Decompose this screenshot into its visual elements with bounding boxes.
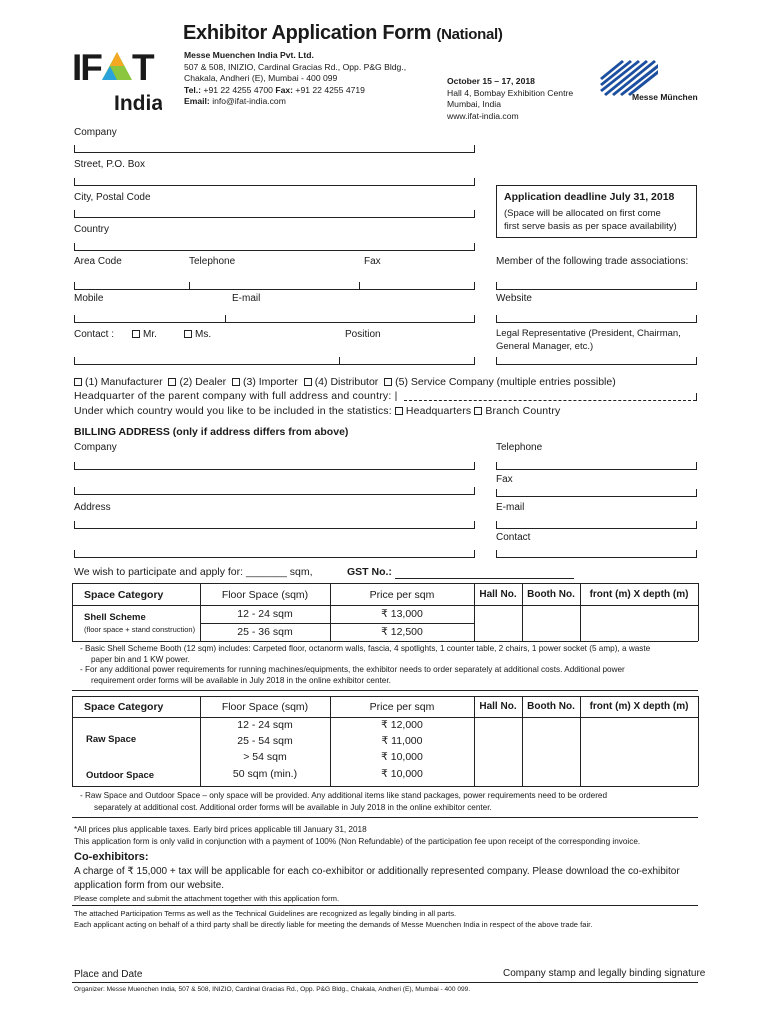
signature-label: Company stamp and legally binding signature (503, 968, 706, 979)
organizer-footer: Organizer: Messe Muenchen India, 507 & 508, INIZIO, Cardinal Gracias Rd., Opp. P&G Bldg., Chakala, Andheri (E), Mumbai - 400 099. (74, 986, 471, 993)
fax-label: Fax (364, 256, 381, 267)
t1-header-dimensions: front (m) X depth (m) (589, 589, 689, 600)
form-title: Exhibitor Application Form (National) (183, 22, 503, 44)
parent-company-field[interactable] (404, 400, 696, 401)
t1-header-category: Space Category (84, 589, 164, 601)
headquarters-checkbox[interactable]: Headquarters (395, 405, 471, 417)
billing-company-field[interactable] (74, 469, 475, 470)
t2-outdoor-space: Outdoor Space (86, 770, 155, 781)
member-field[interactable] (496, 289, 697, 290)
mr-checkbox[interactable]: Mr. (132, 329, 157, 340)
signature-line[interactable] (72, 982, 698, 983)
option-manufacturer[interactable]: (1) Manufacturer (74, 376, 163, 388)
contact-label: Contact : (74, 329, 115, 340)
event-info: October 15 – 17, 2018 Hall 4, Bombay Exhibition Centre Mumbai, India www.ifat-india.com (447, 76, 574, 121)
company-field[interactable] (74, 152, 475, 153)
billing-telephone-label: Telephone (496, 442, 543, 453)
t2-header-hall: Hall No. (479, 701, 517, 712)
option-importer[interactable]: (3) Importer (232, 376, 298, 388)
t2-floor-row4: 50 sqm (min.) (232, 768, 298, 780)
t2-floor-row1: 12 - 24 sqm (237, 719, 293, 731)
option-service-company[interactable]: (5) Service Company (multiple entries possible) (384, 376, 616, 388)
phone-fields[interactable] (74, 289, 475, 290)
country-field[interactable] (74, 250, 475, 251)
website-label: Website (496, 293, 532, 304)
t1-header-price: Price per sqm (369, 589, 435, 601)
city-label: City, Postal Code (74, 192, 151, 203)
t2-floor-row2: 25 - 54 sqm (237, 735, 293, 747)
mobile-label: Mobile (74, 293, 104, 304)
coexhibitors-title: Co-exhibitors: (74, 851, 149, 863)
telephone-label: Telephone (189, 256, 236, 267)
billing-address-label: Address (74, 502, 111, 513)
member-label: Member of the following trade associations: (496, 256, 689, 267)
logo-india-text: India (114, 92, 162, 114)
t2-price-row2: ₹ 11,000 (381, 735, 423, 747)
branch-country-checkbox[interactable]: Branch Country (474, 405, 560, 417)
website-field[interactable] (496, 322, 697, 323)
place-date-label: Place and Date (74, 969, 143, 980)
t1-shell-scheme: Shell Scheme (84, 612, 146, 623)
company-label: Company (74, 127, 117, 138)
city-field[interactable] (74, 217, 475, 218)
terms-note: The attached Participation Terms as well as the Technical Guidelines are recognized as legally binding in all parts. Each applicant acting on behalf of a third party shall be directly liable for meeting the demands of Messe Muenchen India in respect of the above trade fair. (74, 909, 593, 929)
billing-company-label: Company (74, 442, 117, 453)
t2-floor-row3: > 54 sqm (243, 751, 287, 763)
t2-header-floor: Floor Space (sqm) (221, 701, 309, 713)
billing-fax-label: Fax (496, 474, 513, 485)
messe-muenchen-logo: Messe München (596, 50, 700, 106)
parent-company-label: Headquarter of the parent company with full address and country: | (74, 390, 398, 402)
price-footnotes: *All prices plus applicable taxes. Early bird prices applicable till January 31, 2018 This application form is only valid in conjunction with a payment of 100% (Non Refundable) of the participation fee upon receipt of the corresponding invoice. (74, 825, 641, 846)
svg-text:T: T (132, 47, 155, 88)
option-dealer[interactable]: (2) Dealer (168, 376, 226, 388)
billing-fax-field[interactable] (496, 496, 697, 497)
billing-telephone-field[interactable] (496, 469, 697, 470)
t1-header-booth: Booth No. (527, 589, 575, 600)
t1-floor-row2: 25 - 36 sqm (237, 626, 293, 638)
participation-sqm: We wish to participate and apply for: _______ sqm, (74, 566, 313, 578)
email-label: E-mail (232, 293, 261, 304)
t2-price-row4: ₹ 10,000 (381, 768, 423, 780)
t2-price-row1: ₹ 12,000 (381, 719, 423, 731)
billing-company-field-2[interactable] (74, 494, 475, 495)
t2-raw-space: Raw Space (86, 734, 137, 745)
ms-checkbox[interactable]: Ms. (184, 329, 211, 340)
t2-price-row3: ₹ 10,000 (381, 751, 423, 763)
t2-notes: - Raw Space and Outdoor Space – only space will be provided. Any additional items like stand packages, power requirements need to be ordered separately at additional cost. Additional order forms will be available in July 2018 in the online exhibitor center. (80, 791, 608, 812)
t1-header-floor: Floor Space (sqm) (221, 589, 309, 601)
legal-rep-field[interactable] (496, 364, 697, 365)
billing-contact-field[interactable] (496, 557, 697, 558)
country-label: Country (74, 224, 110, 235)
coexhibitors-text: A charge of ₹ 15,000 + tax will be applicable for each co-exhibitor or additionally represented company. Please download the co-exhibitor application form from our website. (74, 866, 680, 891)
street-label: Street, P.O. Box (74, 159, 145, 170)
t2-header-booth: Booth No. (527, 701, 575, 712)
deadline-box: Application deadline July 31, 2018 (Space will be allocated on first come first serve basis as per space availability) (496, 185, 697, 238)
street-field[interactable] (74, 185, 475, 186)
t2-header-dimensions: front (m) X depth (m) (589, 701, 689, 712)
mobile-email-fields[interactable] (74, 322, 475, 323)
area-code-label: Area Code (74, 256, 122, 267)
ifat-logo (72, 46, 162, 114)
gst-field[interactable] (395, 578, 574, 579)
svg-text:IF: IF (72, 47, 101, 88)
t1-floor-row1: 12 - 24 sqm (237, 608, 293, 620)
t1-shell-scheme-note: (floor space + stand construction) (84, 625, 196, 634)
billing-email-field[interactable] (496, 528, 697, 529)
billing-contact-label: Contact (496, 532, 531, 543)
t2-header-category: Space Category (84, 701, 164, 713)
legal-rep-label: Legal Representative (President, Chairman, General Manager, etc.) (496, 328, 681, 352)
statistics-question: Under which country would you like to be included in the statistics: Headquarters Branch Country (74, 405, 561, 417)
t1-price-row2: ₹ 12,500 (381, 626, 423, 638)
t1-notes: - Basic Shell Scheme Booth (12 sqm) includes: Carpeted floor, octanorm walls, fascia, 4 spotlights, 1 counter table, 2 chairs, 1 power socket (5 amp), a waste paper bin and 1 KW power. - For any additional power requirements for running machines/equipments, the exhibitor needs to order separately at additional costs. Additional power requirement order forms will be available in July 2018 in the online exhibitor center. (80, 644, 651, 685)
position-label: Position (345, 329, 381, 340)
contact-fields[interactable] (74, 364, 475, 365)
billing-address-field-2[interactable] (74, 557, 475, 558)
billing-email-label: E-mail (496, 502, 525, 513)
t1-header-hall: Hall No. (479, 589, 517, 600)
t2-header-price: Price per sqm (369, 701, 435, 713)
attachment-note: Please complete and submit the attachment together with this application form. (74, 894, 340, 903)
t1-price-row1: ₹ 13,000 (381, 608, 423, 620)
organizer-address: Messe Muenchen India Pvt. Ltd. 507 & 508, INIZIO, Cardinal Gracias Rd., Opp. P&G Bldg., Chakala, Andheri (E), Mumbai - 400 099 Tel.: +91 22 4255 4700 Fax: +91 22 4255 4719 Email: info@ifat-india.com (184, 50, 407, 106)
option-distributor[interactable]: (4) Distributor (304, 376, 379, 388)
business-type-options (74, 376, 616, 388)
billing-address-field[interactable] (74, 528, 475, 529)
billing-title: BILLING ADDRESS (only if address differs from above) (74, 426, 349, 438)
gst-label: GST No.: (347, 566, 392, 578)
